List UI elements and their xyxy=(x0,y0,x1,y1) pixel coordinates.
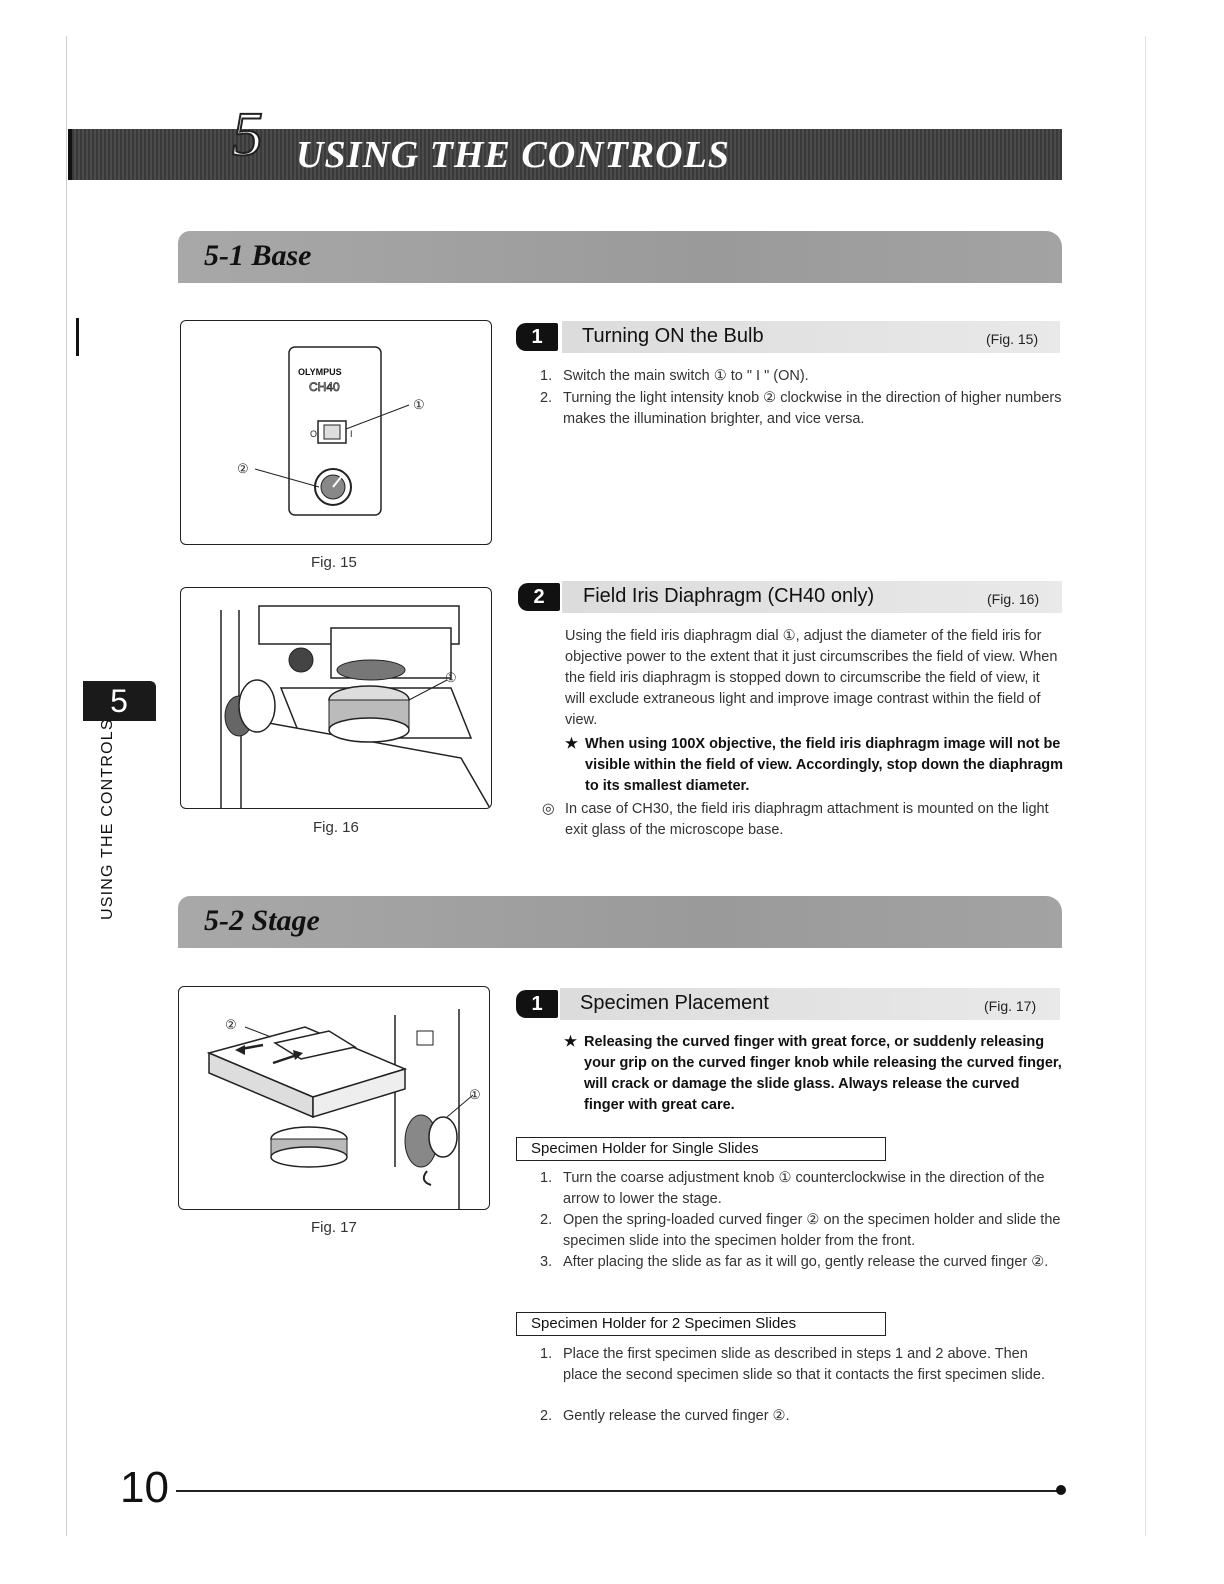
footer-rule xyxy=(176,1490,1062,1492)
side-tab-number: 5 xyxy=(110,683,128,719)
list-item: Turn the coarse adjustment knob ① counterclockwise in the direction of the arrow to lower the stage. xyxy=(563,1170,1045,1207)
callout-2: ② xyxy=(237,461,249,476)
list-item: Switch the main switch ① to " I " (ON). xyxy=(563,368,809,384)
fig-reference: (Fig. 16) xyxy=(987,591,1040,607)
callout-1: ① xyxy=(413,397,425,412)
warning-text: When using 100X objective, the field iris diaphragm image will not be visible within the field of view. Accordingly, stop down the diaphragm to its smallest diameter. xyxy=(585,736,1064,794)
fig-reference: (Fig. 15) xyxy=(986,331,1039,347)
subheading-single-slides: Specimen Holder for Single Slides xyxy=(516,1137,886,1161)
figure-15 xyxy=(180,320,492,545)
footer-dot xyxy=(1056,1485,1066,1495)
main-switch-illustration xyxy=(181,321,492,545)
page-number: 10 xyxy=(120,1463,169,1512)
figure-17 xyxy=(178,986,490,1210)
figure-caption: Fig. 16 xyxy=(313,819,359,836)
section-title: 5-1 Base xyxy=(204,239,312,272)
step-badge: 2 xyxy=(518,583,560,611)
step-badge: 1 xyxy=(516,990,558,1018)
svg-text:I: I xyxy=(350,429,353,439)
section-header-stage xyxy=(178,896,1062,948)
list-item: Gently release the curved finger ②. xyxy=(563,1408,790,1424)
margin-mark xyxy=(76,318,79,356)
figure-16 xyxy=(180,587,492,809)
subheading-two-slides: Specimen Holder for 2 Specimen Slides xyxy=(516,1312,886,1336)
list-item: Open the spring-loaded curved finger ② on the specimen holder and slide the specimen slide into the specimen holder from the front. xyxy=(563,1212,1061,1249)
side-tab-label: USING THE CONTROLS xyxy=(99,718,116,920)
warning-text: Releasing the curved finger with great force, or suddenly releasing your grip on the curved finger knob while releasing the curved finger, will crack or damage the slide glass. Always release the curved finger with great care. xyxy=(584,1034,1062,1113)
brand-label: OLYMPUS xyxy=(298,367,342,377)
chapter-number: 5 xyxy=(232,101,263,169)
callout-1: ① xyxy=(469,1087,481,1102)
list-item: Place the first specimen slide as described in steps 1 and 2 above. Then place the second specimen slide so that it contacts the first specimen slide. xyxy=(563,1346,1045,1383)
stage-illustration xyxy=(179,987,490,1210)
step-badge: 1 xyxy=(516,323,558,351)
step-title: Specimen Placement xyxy=(580,992,769,1014)
list-item: Turning the light intensity knob ② clockwise in the direction of higher numbers makes the illumination brighter, and vice versa. xyxy=(563,390,1062,427)
step-title: Turning ON the Bulb xyxy=(582,325,764,347)
star-icon: ★ xyxy=(564,1034,577,1050)
fig-reference: (Fig. 17) xyxy=(984,998,1037,1014)
svg-text:O: O xyxy=(310,429,318,439)
note-icon: ◎ xyxy=(542,801,555,817)
figure-caption: Fig. 17 xyxy=(311,1219,357,1236)
list-item: After placing the slide as far as it will go, gently release the curved finger ②. xyxy=(563,1254,1049,1270)
callout-2: ② xyxy=(225,1017,237,1032)
callout-1: ① xyxy=(445,670,457,685)
section-header-base xyxy=(178,231,1062,283)
paragraph: Using the field iris diaphragm dial ①, adjust the diameter of the field iris for objective power to the extent that it just circumscribes the field of view. When the field iris diaphragm is stopped down to circumscribe the field of view, it will exclude extraneous light and improve image contrast within the field of view. xyxy=(565,628,1058,728)
step-title: Field Iris Diaphragm (CH40 only) xyxy=(583,585,875,607)
star-icon: ★ xyxy=(565,736,578,752)
field-iris-illustration xyxy=(181,588,492,809)
model-label: CH40 xyxy=(309,380,340,394)
section-title: 5-2 Stage xyxy=(204,904,320,937)
note-text: In case of CH30, the field iris diaphragm attachment is mounted on the light exit glass of the microscope base. xyxy=(565,801,1049,838)
page-edge-right xyxy=(1145,36,1146,1536)
page-edge-left xyxy=(66,36,67,1536)
figure-caption: Fig. 15 xyxy=(311,554,357,571)
chapter-title: USING THE CONTROLS xyxy=(296,134,730,176)
